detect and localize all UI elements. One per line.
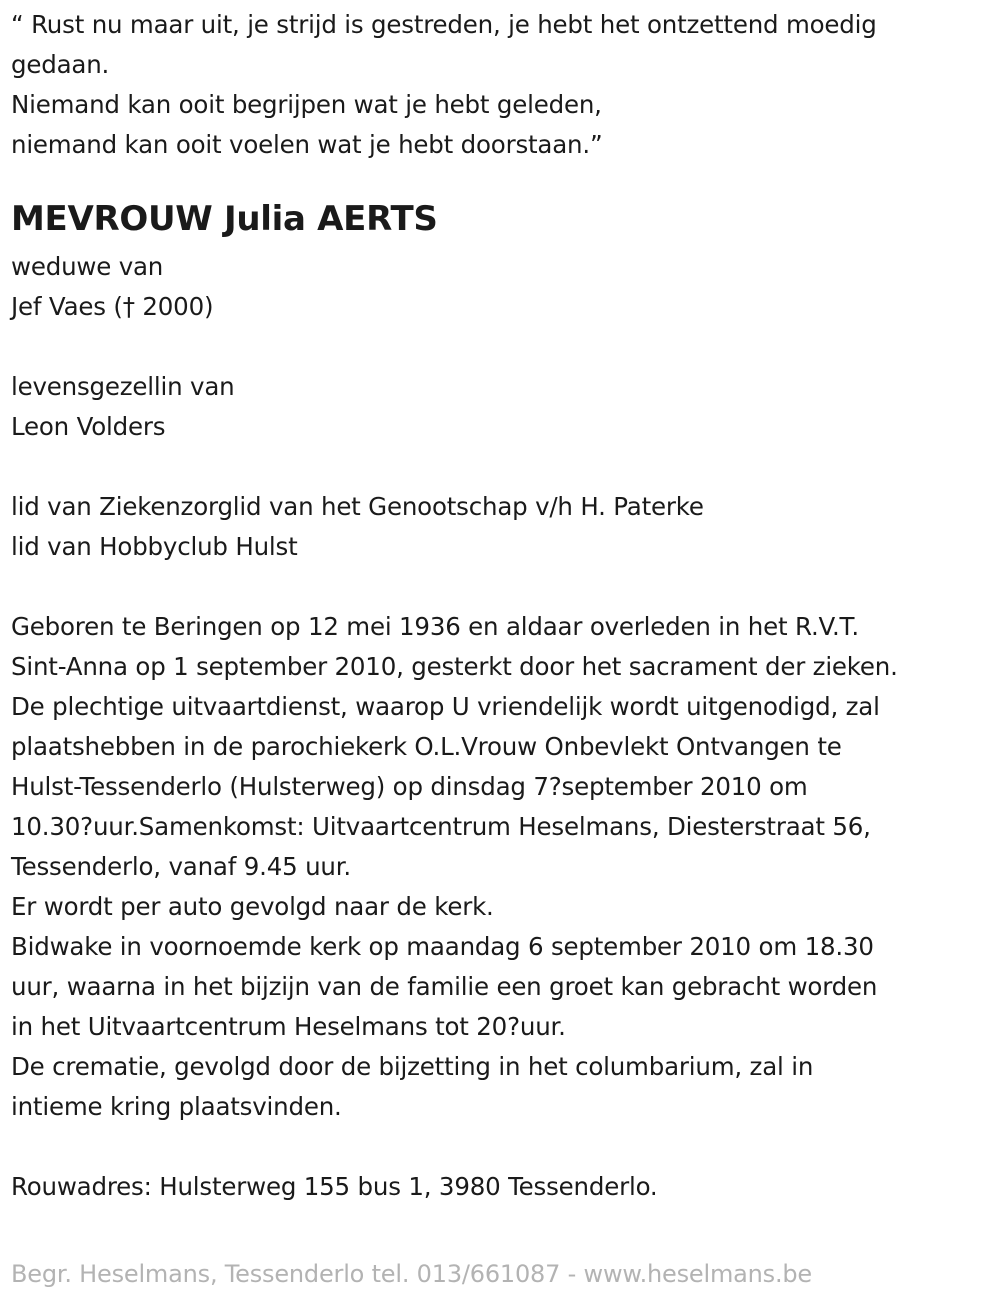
- funeral-home-footer: [11, 1256, 812, 1292]
- spacer: [11, 447, 991, 487]
- membership-line: lid van Hobbyclub Hulst: [11, 532, 298, 561]
- widow-label: weduwe van: [11, 252, 164, 281]
- announcement-line: plaatshebben in de parochiekerk O.L.Vrouw Onbevlekt Ontvangen te: [11, 732, 842, 761]
- partner-name: Leon Volders: [11, 412, 166, 441]
- funeral-home-website: www.heselmans.be: [583, 1260, 812, 1288]
- spacer: [11, 327, 991, 367]
- announcement-line: Tessenderlo, vanaf 9.45 uur.: [11, 852, 351, 881]
- footer-separator: -: [560, 1260, 584, 1288]
- quote-line: gedaan.: [11, 50, 110, 79]
- spacer: [11, 567, 991, 607]
- partner-label: levensgezellin van: [11, 372, 235, 401]
- announcement-line: 10.30?uur.Samenkomst: Uitvaartcentrum Heselmans, Diesterstraat 56,: [11, 812, 871, 841]
- announcement-line: intieme kring plaatsvinden.: [11, 1092, 342, 1121]
- obituary-page: [11, 0, 991, 1207]
- announcement-line: Er wordt per auto gevolgd naar de kerk.: [11, 892, 494, 921]
- announcement-line: Sint-Anna op 1 september 2010, gesterkt door het sacrament der zieken.: [11, 652, 898, 681]
- quote-line: niemand kan ooit voelen wat je hebt doorstaan.”: [11, 130, 603, 159]
- membership-line: lid van Ziekenzorglid van het Genootschap v/h H. Paterke: [11, 492, 704, 521]
- announcement-line: De crematie, gevolgd door de bijzetting in het columbarium, zal in: [11, 1052, 814, 1081]
- memorial-quote: [11, 0, 991, 165]
- announcement-line: Geboren te Beringen op 12 mei 1936 en aldaar overleden in het R.V.T.: [11, 612, 859, 641]
- quote-line: Niemand kan ooit begrijpen wat je hebt geleden,: [11, 90, 602, 119]
- announcement-text: [11, 607, 991, 1127]
- announcement-line: De plechtige uitvaartdienst, waarop U vriendelijk wordt uitgenodigd, zal: [11, 692, 880, 721]
- quote-line: “ Rust nu maar uit, je strijd is gestreden, je hebt het ontzettend moedig: [11, 10, 877, 39]
- spacer: [11, 1127, 991, 1167]
- announcement-line: Bidwake in voornoemde kerk op maandag 6 september 2010 om 18.30: [11, 932, 874, 961]
- spouse-name: Jef Vaes († 2000): [11, 292, 214, 321]
- announcement-line: uur, waarna in het bijzijn van de familie een groet kan gebracht worden: [11, 972, 878, 1001]
- announcement-line: in het Uitvaartcentrum Heselmans tot 20?uur.: [11, 1012, 566, 1041]
- funeral-home-contact: Begr. Heselmans, Tessenderlo tel. 013/661087: [11, 1260, 561, 1288]
- announcement-line: Hulst-Tessenderlo (Hulsterweg) op dinsdag 7?september 2010 om: [11, 772, 808, 801]
- mourning-address: Rouwadres: Hulsterweg 155 bus 1, 3980 Tessenderlo.: [11, 1172, 658, 1201]
- deceased-name: MEVROUW Julia AERTS: [11, 199, 438, 239]
